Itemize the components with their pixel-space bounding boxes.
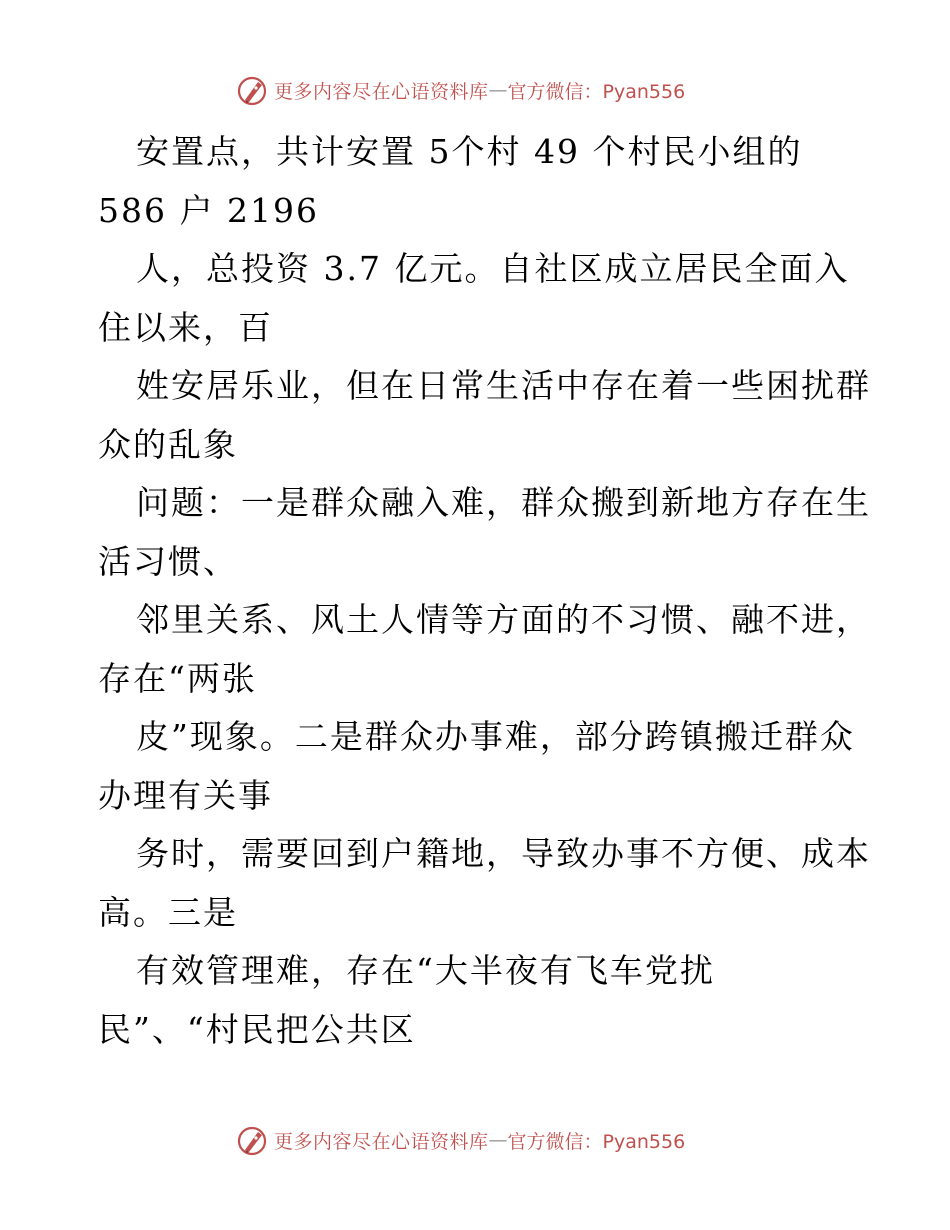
body-line: 存在“两张 — [98, 658, 257, 698]
body-line: 办理有关事 — [98, 775, 273, 815]
document-body — [98, 123, 871, 1059]
pen-logo-icon — [236, 74, 268, 106]
body-line: 住以来，百 — [98, 307, 273, 347]
footer-banner — [236, 1123, 685, 1157]
pen-logo-icon — [236, 1124, 268, 1156]
banner-text: 更多内容尽在心语资料库 — [274, 80, 489, 103]
body-line: 众的乱象 — [98, 424, 238, 464]
body-line: 活习惯、 — [98, 541, 238, 581]
banner-separator: — — [488, 79, 508, 101]
body-line: 姓安居乐业，但在日常生活中存在着一些困扰群 — [136, 366, 871, 405]
banner-text: 更多内容尽在心语资料库 — [274, 1130, 489, 1153]
body-line: 务时，需要回到户籍地，导致办事不方便、成本 — [136, 834, 871, 873]
body-line: 邻里关系、风土人情等方面的不习惯、融不进， — [136, 600, 871, 639]
body-line: 有效管理难，存在“大半夜有飞车党扰 — [136, 951, 715, 990]
body-line: 安置点，共计安置 5个村 49 个村民小组的 — [136, 132, 803, 171]
body-line: 586 户 2196 — [98, 190, 319, 230]
body-line: 问题：一是群众融入难，群众搬到新地方存在生 — [136, 483, 871, 522]
body-line: 人，总投资 3.7 亿元。自社区成立居民全面入 — [136, 249, 850, 288]
body-line: 高。三是 — [98, 892, 238, 932]
body-line: 皮”现象。二是群众办事难，部分跨镇搬迁群众 — [136, 717, 855, 756]
header-banner — [236, 73, 685, 107]
banner-separator: — — [488, 1129, 508, 1151]
banner-contact: 官方微信：Pyan556 — [507, 1130, 686, 1153]
banner-contact: 官方微信：Pyan556 — [507, 80, 686, 103]
body-line: 民”、“村民把公共区 — [98, 1009, 416, 1049]
